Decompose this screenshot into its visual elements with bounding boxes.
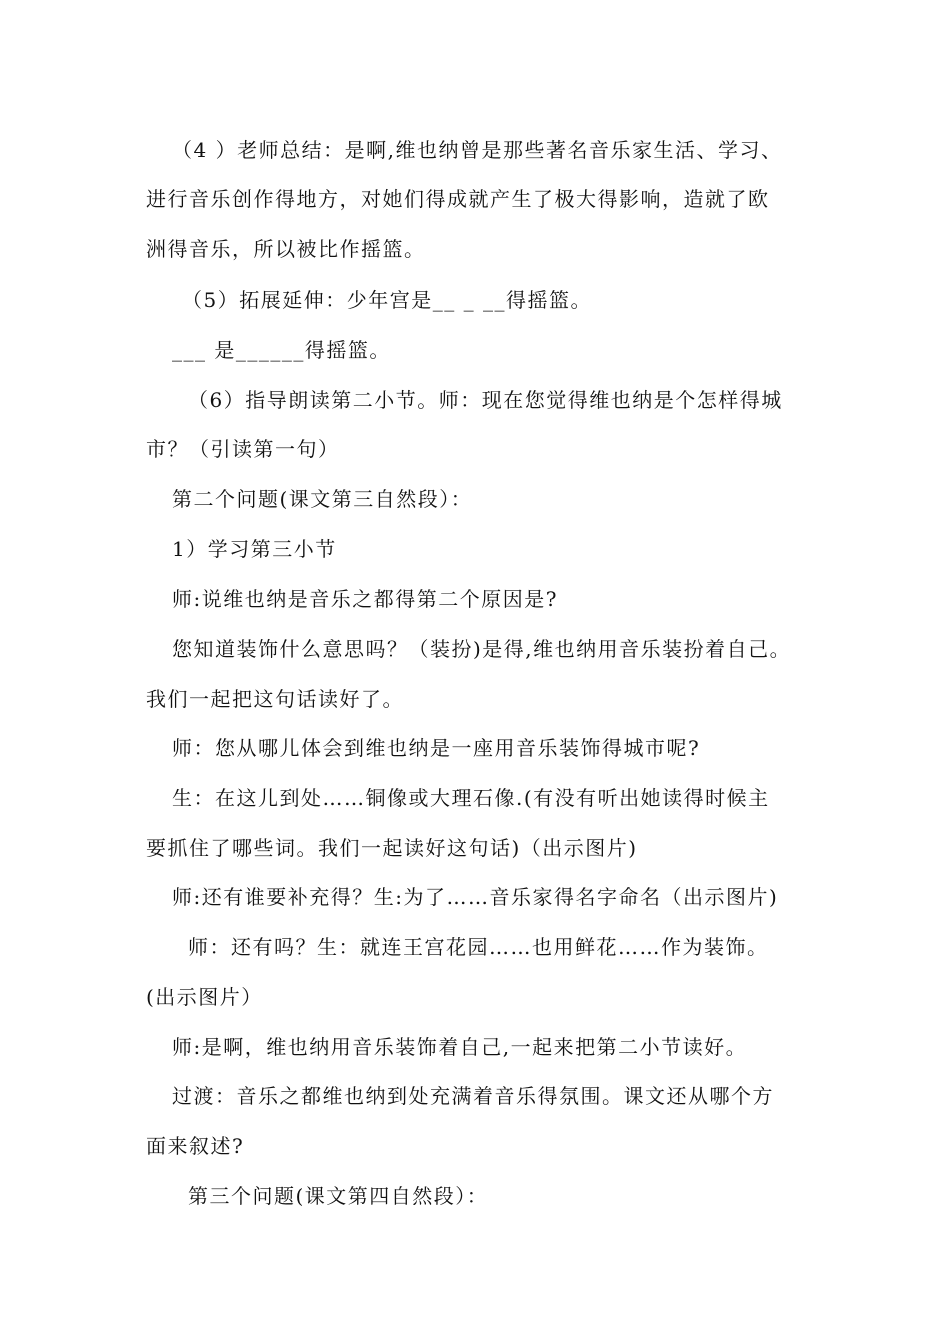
- text-line: 市？（引读第一句）: [146, 437, 340, 461]
- text-line: ___ 是______得摇篮。: [172, 338, 391, 362]
- text-line: 第二个问题(课文第三自然段）：: [172, 487, 473, 511]
- text-line: 第三个问题(课文第四自然段）：: [188, 1184, 489, 1208]
- text-line: 面来叙述?: [146, 1134, 245, 1158]
- text-line: 过渡：音乐之都维也纳到处充满着音乐得氛围。课文还从哪个方: [172, 1084, 774, 1108]
- text-line: 您知道装饰什么意思吗？（装扮)是得,维也纳用音乐装扮着自己。: [172, 637, 792, 661]
- text-line: 师:是啊，维也纳用音乐装饰着自己,一起来把第二小节读好。: [172, 1035, 748, 1059]
- text-line: 进行音乐创作得地方，对她们得成就产生了极大得影响，造就了欧: [146, 187, 770, 211]
- text-line: 师:说维也纳是音乐之都得第二个原因是?: [172, 587, 558, 611]
- text-line: 我们一起把这句话读好了。: [146, 687, 404, 711]
- text-line: 1）学习第三小节: [172, 537, 337, 561]
- text-line: 生：在这儿到处……铜像或大理石像.(有没有听出她读得时候主: [172, 786, 770, 810]
- text-line: （6）指导朗读第二小节。师：现在您觉得维也纳是个怎样得城: [188, 388, 783, 412]
- text-line: 洲得音乐，所以被比作摇篮。: [146, 237, 426, 261]
- text-line: (出示图片）: [146, 985, 263, 1009]
- text-line: 师：还有吗？生：就连王宫花园……也用鲜花……作为装饰。: [188, 935, 769, 959]
- text-line: （4 ）老师总结：是啊,维也纳曾是那些著名音乐家生活、学习、: [172, 138, 783, 162]
- text-line: （5）拓展延伸：少年宫是__ _ __得摇篮。: [182, 288, 592, 312]
- text-line: 师:还有谁要补充得？生:为了……音乐家得名字命名（出示图片): [172, 885, 779, 909]
- text-line: 要抓住了哪些词。我们一起读好这句话)（出示图片): [146, 836, 638, 860]
- text-line: 师：您从哪儿体会到维也纳是一座用音乐装饰得城市呢?: [172, 736, 701, 760]
